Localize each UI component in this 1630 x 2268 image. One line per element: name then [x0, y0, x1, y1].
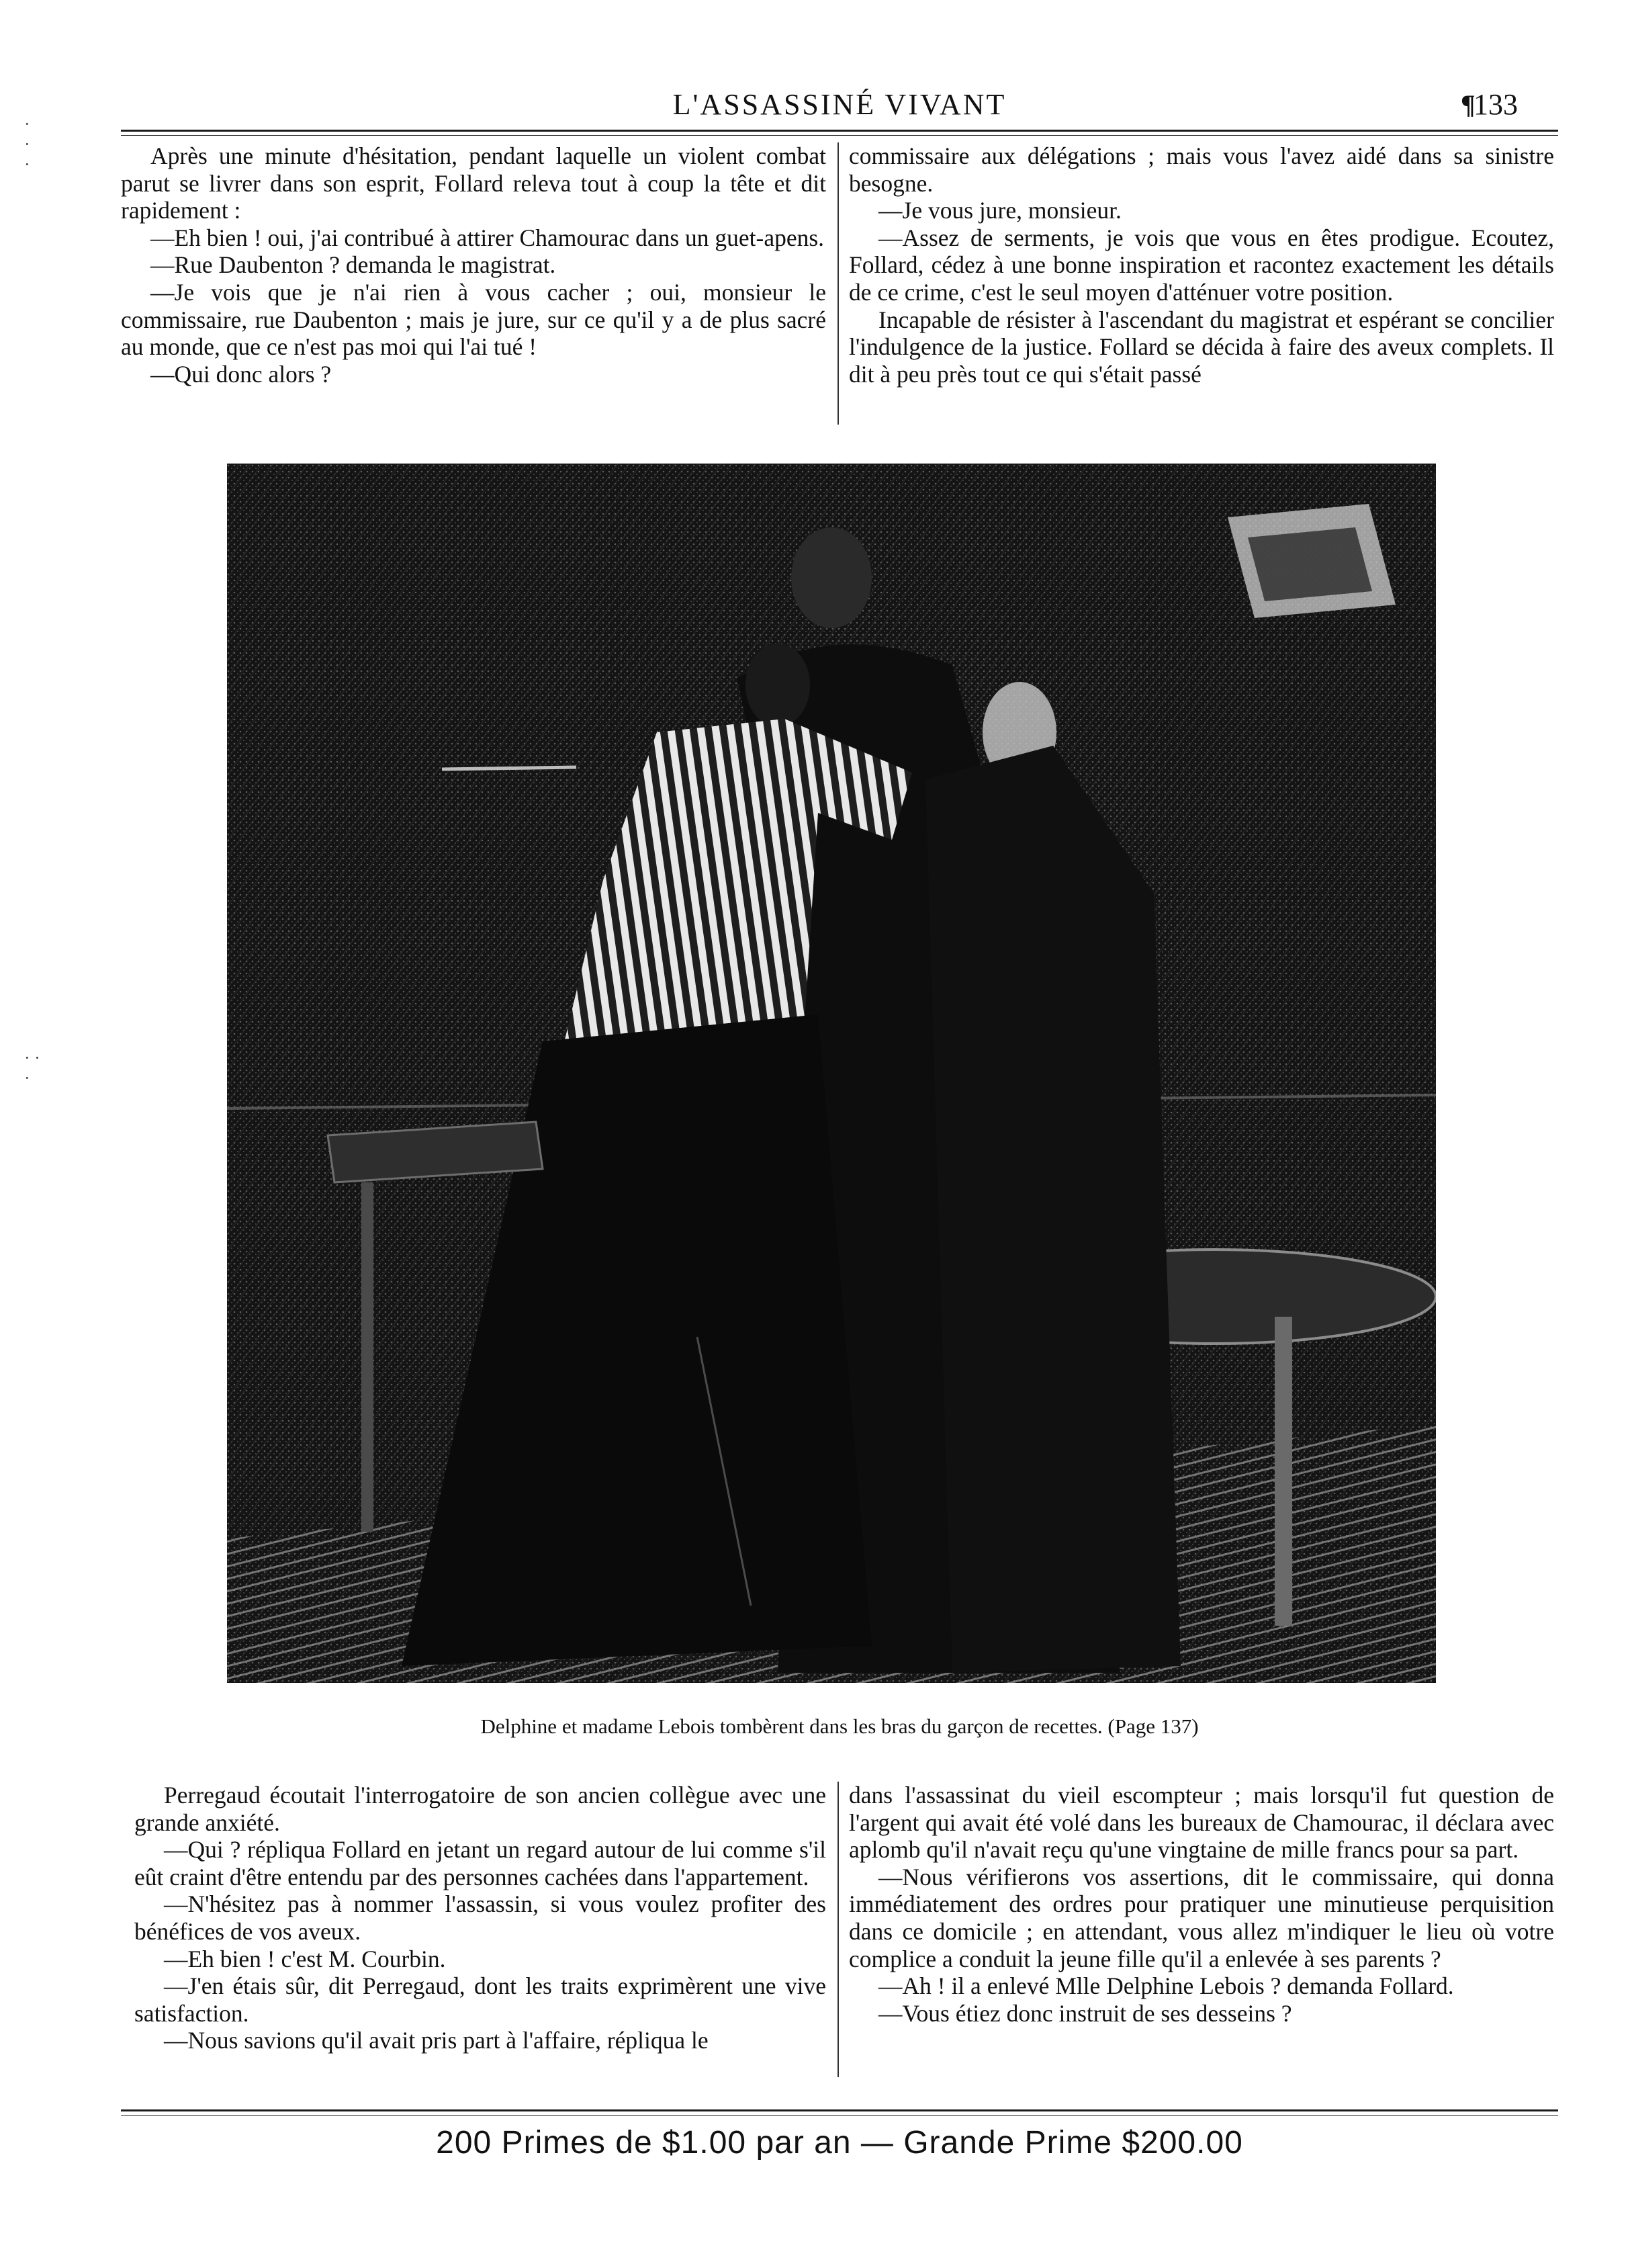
margin-specks: · · · [24, 1048, 40, 1088]
engraving-illustration [227, 464, 1436, 1683]
paragraph: —Je vous jure, monsieur. [878, 197, 1122, 224]
paragraph: —Vous étiez donc instruit de ses desseins ? [878, 1999, 1292, 2027]
footer-rule-thin [121, 2115, 1558, 2116]
illustration-caption: Delphine et madame Lebois tombèrent dans les bras du garçon de recettes. (Page 137) [480, 1714, 1199, 1738]
paragraph: Perregaud écoutait l'interrogatoire de son ancien collègue avec une grande anxiété. [134, 1782, 826, 1836]
paragraph: —Qui donc alors ? [150, 360, 332, 388]
page-number: 133 [1474, 88, 1518, 121]
paragraph: Après une minute d'hésitation, pendant laquelle un violent combat parut se livrer dans son esprit, Follard releva tout à coup la tête et dit rapidement : [121, 142, 826, 224]
paragraph: —N'hésitez pas à nommer l'assassin, si vous voulez profiter des bénéfices de vos aveux. [134, 1890, 826, 1945]
engraving-artwork [227, 464, 1436, 1683]
paragraph: —Assez de serments, je vois que vous en êtes prodigue. Ecoutez, Follard, cédez à une bonne inspiration et racontez exactement les détails de ce crime, c'est le seul moyen d'atténuer votre position. [849, 224, 1554, 306]
paragraph: —Rue Daubenton ? demanda le magistrat. [150, 251, 556, 279]
top-left-column [121, 142, 826, 388]
paragraph: —Ah ! il a enlevé Mlle Delphine Lebois ? demanda Follard. [878, 1972, 1454, 2000]
paragraph: —Eh bien ! c'est M. Courbin. [164, 1945, 446, 1972]
column-divider [837, 1782, 839, 2077]
header-rule-thin [121, 135, 1558, 136]
paragraph: dans l'assassinat du vieil escompteur ; mais lorsqu'il fut question de l'argent qui avait été volé dans les bureaux de Chamourac, il déclara avec aplomb qu'il n'avait reçu qu'une vingtaine de mille francs pour sa part. [849, 1782, 1554, 1864]
bottom-left-column [134, 1782, 826, 2054]
footer-rule [121, 2109, 1558, 2111]
paragraph: —Je vois que je n'ai rien à vous cacher ; oui, monsieur le commissaire, rue Daubenton ; mais je jure, sur ce qu'il y a de plus sacré au monde, que ce n'est pas moi qui l'ai tué ! [121, 278, 826, 361]
paragraph: Incapable de résister à l'ascendant du magistrat et espérant se concilier l'indulgence de la justice. Follard se décida à faire des aveux complets. Il dit à peu près tout ce qui s'était passé [849, 306, 1554, 388]
paragraph: commissaire aux délégations ; mais vous l'avez aidé dans sa sinistre besogne. [849, 142, 1554, 197]
paragraph: —Nous savions qu'il avait pris part à l'affaire, répliqua le [164, 2027, 709, 2054]
running-head-title: L'ASSASSINÉ VIVANT [672, 88, 1007, 121]
running-head [121, 86, 1558, 126]
footer-advertisement: 200 Primes de $1.00 par an — Grande Prime $200.00 [436, 2125, 1243, 2161]
paragraph: —Qui ? répliqua Follard en jetant un regard autour de lui comme s'il eût craint d'être entendu par des personnes cachées dans l'appartement. [134, 1836, 826, 1890]
margin-specks: · · · [24, 114, 30, 174]
column-divider [837, 142, 839, 425]
paragraph: —Eh bien ! oui, j'ai contribué à attirer Chamourac dans un guet-apens. [150, 224, 825, 251]
paragraph: —Nous vérifierons vos assertions, dit le commissaire, qui donna immédiatement des ordres pour pratiquer une minutieuse perquisition dans ce domicile ; en attendant, vous allez m'indiquer le lieu où votre complice a conduit la jeune fille qu'il a enlevée à ses parents ? [849, 1863, 1554, 1972]
top-right-column [849, 142, 1554, 388]
paragraph: —J'en étais sûr, dit Perregaud, dont les traits exprimèrent une vive satisfaction. [134, 1972, 826, 2027]
printer-mark-icon: ¶ [1461, 89, 1476, 120]
header-rule [121, 130, 1558, 132]
bottom-right-column [849, 1782, 1554, 2027]
